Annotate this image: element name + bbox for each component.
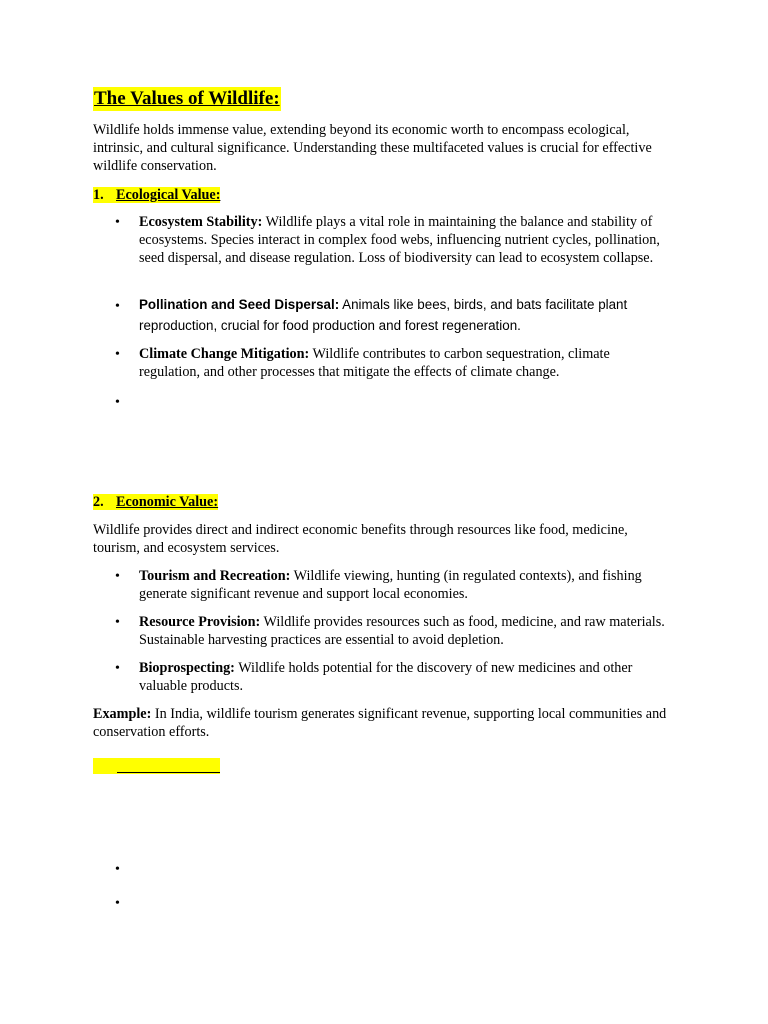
bullet-icon: • (115, 299, 120, 314)
list-item (139, 213, 669, 267)
list-item-term: Pollination and Seed Dispersal: (139, 297, 340, 312)
list-item (139, 294, 669, 336)
empty-heading-underline (117, 772, 220, 773)
list-item-text: Wildlife provides resources such as food, medicine, and raw materials. Sustainable harvesting practices are essential to avoid depletion. (139, 614, 665, 648)
list-item-term: Tourism and Recreation: (139, 568, 291, 584)
list-item-text: Wildlife viewing, hunting (in regulated contexts), and fishing generate significant revenue and support local economies. (139, 568, 642, 602)
bullet-icon: • (115, 661, 120, 676)
list-item-text: Wildlife contributes to carbon sequestration, climate regulation, and other processes that mitigate the effects of climate change. (139, 346, 610, 380)
section-heading-text: Ecological Value: (116, 187, 221, 203)
example-text: In India, wildlife tourism generates significant revenue, supporting local communities and conservation efforts. (93, 706, 667, 740)
list-item-term: Bioprospecting: (139, 660, 235, 676)
section-number: 2. (93, 494, 104, 510)
section-number: 1. (93, 187, 104, 203)
intro-paragraph: Wildlife holds immense value, extending beyond its economic worth to encompass ecological, intrinsic, and cultural significance. Understanding these multifaceted values is crucial for effective wildlife conservation. (93, 122, 652, 174)
list-item (139, 345, 669, 381)
list-item-text: Wildlife holds potential for the discovery of new medicines and other valuable products. (139, 660, 633, 694)
bullet-icon: • (115, 569, 120, 584)
page-title: The Values of Wildlife: (94, 88, 280, 109)
bullet-icon: • (115, 862, 120, 877)
section-intro-paragraph: Wildlife provides direct and indirect economic benefits through resources like food, medicine, tourism, and ecosystem services. (93, 522, 628, 556)
example-label: Example: (93, 706, 152, 722)
bullet-icon: • (115, 215, 120, 230)
bullet-icon: • (115, 615, 120, 630)
list-item-term: Ecosystem Stability: (139, 214, 263, 230)
list-item (139, 567, 669, 603)
bullet-icon: • (115, 347, 120, 362)
bullet-icon: • (115, 395, 120, 410)
list-item-text: Animals like bees, birds, and bats facilitate plant reproduction, crucial for food production and forest regeneration. (139, 297, 628, 333)
list-item (139, 613, 669, 649)
section-heading-text: Economic Value: (116, 494, 219, 510)
list-item-term: Resource Provision: (139, 614, 261, 630)
section-heading-ecological (93, 186, 220, 204)
list-item-text: Wildlife plays a vital role in maintaining the balance and stability of ecosystems. Species interact in complex food webs, influencing nutrient cycles, pollination, seed dispersal, and disease regulation. Loss of biodiversity can lead to ecosystem collapse. (139, 214, 660, 266)
bullet-icon: • (115, 896, 120, 911)
section-heading-economic (93, 493, 218, 511)
example-paragraph (93, 705, 673, 741)
list-item-term: Climate Change Mitigation: (139, 346, 310, 362)
list-item (139, 659, 669, 695)
